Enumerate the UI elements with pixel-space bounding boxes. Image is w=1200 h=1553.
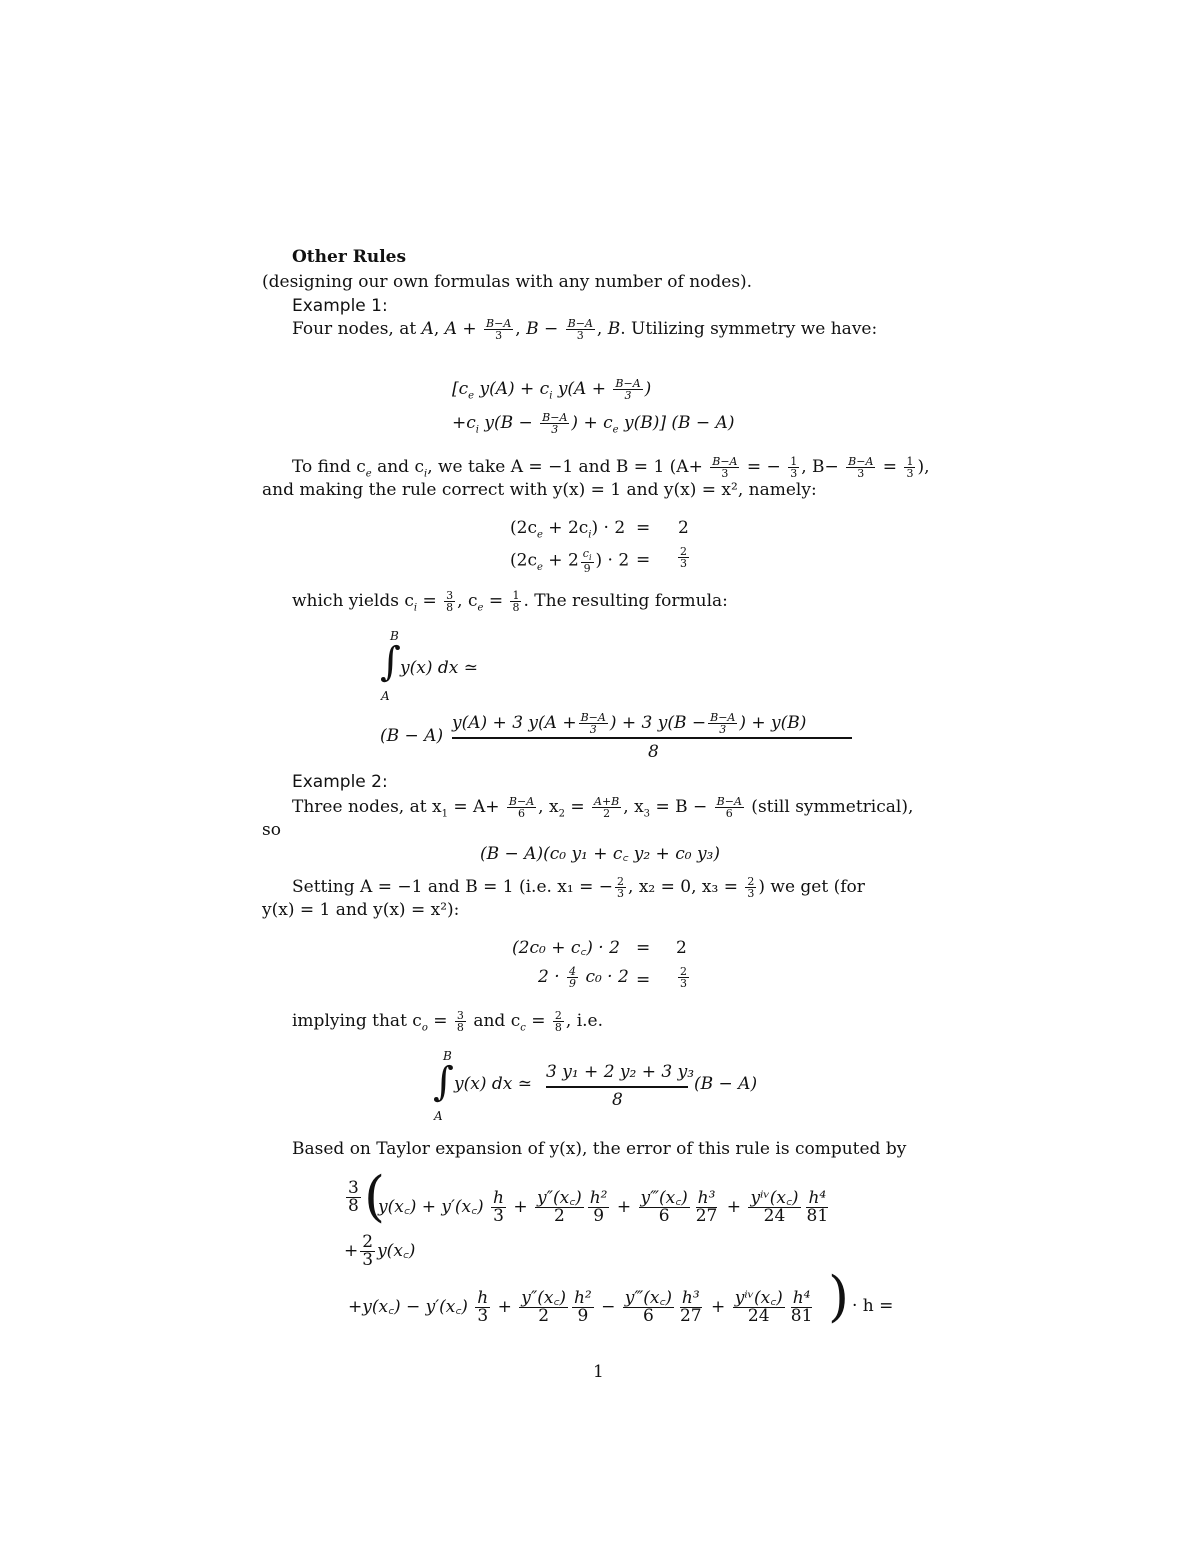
error-tail: · h = (852, 1296, 894, 1316)
fraction-bar (452, 737, 852, 739)
integral-body: y(x) dx ≃ (454, 1074, 532, 1094)
paragraph-correct-with: and making the rule correct with y(x) = 1 and y(x) = x², namely: (262, 480, 817, 500)
example-1-label: Example 1: (292, 296, 388, 316)
integral-lower-limit: A (381, 689, 390, 703)
integral-upper-limit: B (443, 1049, 452, 1063)
paragraph-yields: which yields $c_i$ = $\frac{3}{8}$ , $c_e$ = $\frac{1}{8}$ . The resulting formula: (292, 589, 728, 614)
rule-1-numerator: y(A) + 3 y(A + $\frac{B-A}{3}$ ) + 3 y(B − $\frac{B-A}{3}$ ) + y(B) (452, 711, 807, 736)
system-1-row-1: $(2c_e + 2c_i) \cdot 2$ (510, 518, 626, 541)
equals: = (636, 518, 651, 538)
error-line-1-terms: y(x꜀) + y′(x꜀) $\frac{h}{3}$ + $\frac{y''(x꜀)}{2}$ $\frac{\text{h²}}{9}$ + $\frac{y‴(x꜀)}{6}$ $\frac{\text{h³}}{27}$ + $\frac{\text{yⁱᵛ(x꜀)}}{24}$ $\frac{\text{h⁴}}{81}$ (378, 1188, 829, 1226)
integral-sign: ∫ (380, 639, 401, 685)
right-paren: ) (828, 1265, 850, 1328)
rule-2-denominator: 8 (612, 1090, 623, 1110)
rule-2-tail: (B − A) (694, 1074, 758, 1094)
paragraph-find-coeffs: To find $c_e$ and $c_i$, we take A = −1 and B = 1 (A+ $\frac{B-A}{3}$ = − $\frac{1}{3}$ , B− $\frac{B-A}{3}$ = $\frac{1}{3}$ ), (292, 455, 930, 480)
system-1-row-2: ($2c_e + 2$ $\frac{c_i}{9}$ ) · 2 (510, 547, 630, 576)
equation-1-line-1: [$c_e$ $y(A) + c_i$ y(A + $\frac{B-A}{3}$ ) (452, 377, 652, 402)
equation-2: (B − A)(c₀ y₁ + c꜀ y₂ + c₀ y₃) (480, 844, 720, 864)
rule-1-denominator: 8 (648, 742, 659, 762)
value: 2 (676, 938, 687, 958)
equals: = (636, 970, 651, 990)
subtitle: (designing our own formulas with any number of nodes). (262, 272, 753, 292)
paragraph-setting-line-2: y(x) = 1 and y(x) = x²): (262, 900, 460, 920)
paragraph-setting: Setting A = −1 and B = 1 (i.e. x₁ = − $\frac{2}{3}$ , x₂ = 0, x₃ = $\frac{2}{3}$ ) we get (for (292, 875, 865, 900)
equals: = (636, 550, 651, 570)
example-2-label: Example 2: (292, 772, 388, 792)
section-heading: Other Rules (292, 247, 407, 267)
integral-upper-limit: B (390, 629, 399, 643)
value: $\frac{2}{3}$ (680, 965, 687, 990)
system-2-row-1: (2c₀ + c꜀) · 2 (512, 938, 620, 958)
error-line-1: $\frac{3}{8}$ (348, 1178, 359, 1216)
four-nodes-line: Four nodes, at A, A + $\frac{B-A}{3}$ , B − $\frac{B-A}{3}$ , B. Utilizing symmetry we have: (292, 317, 878, 342)
error-line-2: + $\frac{2}{3}$ y(x꜀) (344, 1232, 416, 1270)
page-number: 1 (593, 1362, 604, 1382)
integral-sign: ∫ (433, 1059, 454, 1105)
left-paren: ( (364, 1165, 386, 1228)
paragraph-taylor: Based on Taylor expansion of y(x), the error of this rule is computed by (292, 1139, 907, 1159)
three-nodes-line: Three nodes, at $x_1 = A+$ $\frac{B-A}{6}$ , $x_2$ = $\frac{A+B}{2}$ , $x_3 = B$ − $\frac{B-A}{6}$ (still symmetrical), (292, 795, 914, 820)
equals: = (636, 938, 651, 958)
integral-body: y(x) dx ≃ (400, 658, 478, 678)
value: 2 (678, 518, 689, 538)
so: so (262, 820, 281, 840)
error-line-3: +y(x꜀) − y′(x꜀) $\frac{h}{3}$ + $\frac{y''(x꜀)}{2}$ $\frac{\text{h²}}{9}$ − $\frac{y‴(x꜀)}{6}$ $\frac{\text{h³}}{27}$ + $\frac{\text{yⁱᵛ(x꜀)}}{24}$ $\frac{\text{h⁴}}{81}$ (348, 1288, 813, 1326)
value: $\frac{2}{3}$ (680, 545, 687, 570)
integral-lower-limit: A (434, 1109, 443, 1123)
rule-1-lhs: (B − A) (380, 726, 444, 746)
equation-1-line-2: $+c_i$ y(B − $\frac{B-A}{3}$ ) + $c_e$ y(B)] (B − A) (452, 411, 735, 436)
paragraph-implying: implying that $c_o$ = $\frac{3}{8}$ and $c_c$ = $\frac{2}{8}$ , i.e. (292, 1009, 604, 1034)
rule-2-numerator: 3 y₁ + 2 y₂ + 3 y₃ (546, 1062, 695, 1082)
fraction-bar (546, 1086, 688, 1088)
system-2-row-2: 2 · $\frac{4}{9}$ c₀ · 2 (538, 965, 629, 990)
